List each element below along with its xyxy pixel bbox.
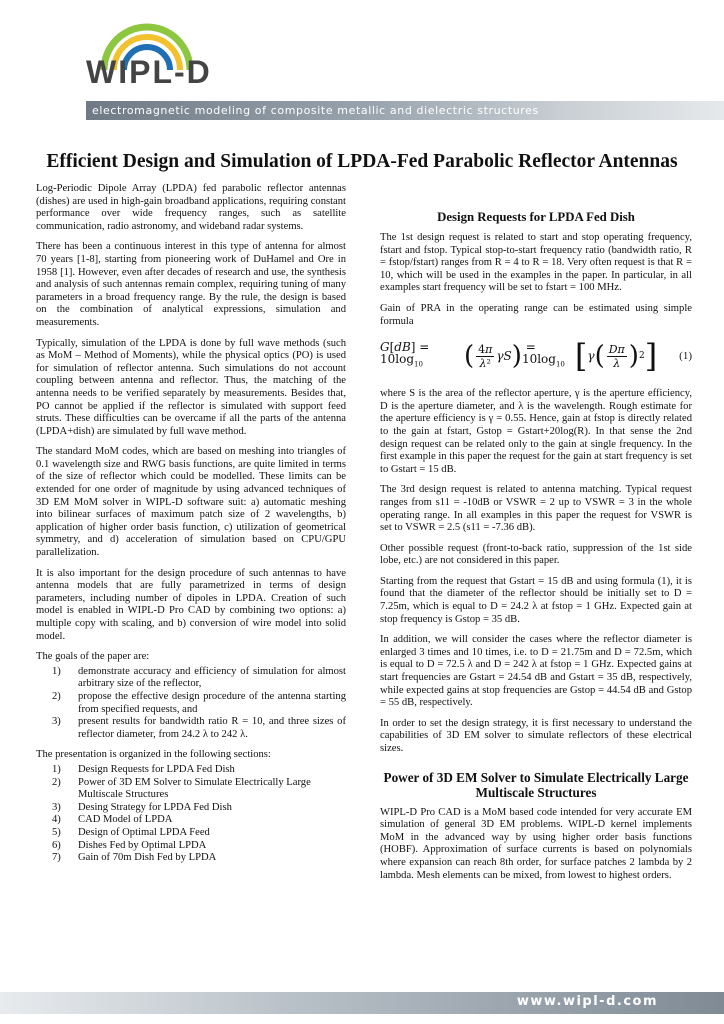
intro-paragraph-1: Log-Periodic Dipole Array (LPDA) fed parabolic reflector antennas (dishes) are used in high-gain broadband applications, requiring constant performance over wide frequency ranges, such as satellite communication, radio astronomy, and wideband radar systems. [36,183,346,232]
goals-list [52,666,346,742]
list-item: 1) Design Requests for LPDA Fed Dish [52,763,235,775]
list-item: 4) CAD Model of LPDA [52,814,173,826]
list-item: 3) present results for bandwidth ratio R = 10, and three sizes of reflector diameter, from 24.2 λ to 242 λ. [52,716,346,740]
design-paragraph-8: In order to set the design strategy, it is first necessary to understand the capabilities of 3D EM solver to simulate reflectors of these electrical sizes. [380,717,692,754]
sections-intro: The presentation is organized in the following sections: [36,749,271,761]
intro-paragraph-3: Typically, simulation of the LPDA is done by full wave methods (such as MoM – Method of Moments), while the physical optics (PO) is used for simulation of reflector antenna. Such simulations do not account coupling between antenna and reflector. Thus, the matching of the antenna needs to be verified separately by measurements. Besides that, PO cannot be applied if the reflector is simulated with support feed struts. These difficulties can be overcame if all the parts of the antenna (LPDA+dish) are simulated by full wave method. [36,337,346,437]
design-paragraph-5: Other possible request (front-to-back ratio, suppression of the 1st side lobe, etc.) are not considered in this paper. [380,542,692,567]
list-item: 2) propose the effective design procedure of the antenna starting from specified requests, and [52,690,346,715]
solver-paragraph-1: WIPL-D Pro CAD is a MoM based code intended for very accurate EM simulation of general 3D EM problems. WIPL-D kernel implements MoM in the advanced way by using higher order basis functions (HOBF). Approximation of surface currents is based on polynomials where expansion can reach 8th order, for surface patches 2 lambda by 2 lambda. Mesh elements can be mixed, from lowest to highest orders. [380,806,692,881]
intro-paragraph-5: It is also important for the design procedure of such antennas to have antenna models that are fully parametrized in terms of design parameters, including number of dipoles in LPDA. Creation of such model is enabled in WIPL-D Pro CAD by combining two options: a) multiple copy with scaling, and b) conversion of wire model into solid model. [36,567,346,642]
header-banner: electromagnetic modeling of composite metallic and dielectric structures [86,101,724,120]
list-item: 7) Gain of 70m Dish Fed by LPDA [52,852,217,864]
intro-paragraph-4: The standard MoM codes, which are based on meshing into triangles of 0.1 wavelength size and RWG basis functions, are quite limited in terms of the size of reflector which could be modelled. These limits can be extended for one order of magnitude by using advanced techniques of 3D EM MoM solver in WIPL-D software suit: a) automatic meshing into bilinear surfaces of maximum patch size of 2 wavelengths, b) application of higher order basis function, c) utilization of geometrical symmetry, and d) acceleration of simulation based on CPU/GPU parallelization. [36,446,346,559]
design-paragraph-4: The 3rd design request is related to antenna matching. Typical request ranges from s11 = -10dB or VSWR = 2 up to VSWR = 3 in the whole operating range. In all examples in this paper the request for VSWR is set to VSWR = 2.5 (s11 = -7.36 dB). [380,484,692,534]
goals-intro: The goals of the paper are: [36,651,150,663]
design-paragraph-1: The 1st design request is related to start and stop operating frequency, fstart and fstop. Typical stop-to-start frequency ratio (bandwidth ratio, R = fstop/fstart) ranges from R = 4 to R = 18. Very often request is that R = 10, which will be used in the examples in the paper. In particular, in all examples start frequency will be set to fstart = 100 MHz. [380,232,692,294]
paper-title: Efficient Design and Simulation of LPDA-Fed Parabolic Reflector Antennas [46,151,678,172]
footer-url: www.wipl-d.com [516,994,658,1009]
wipl-d-logo-text: WIPL-D [86,54,212,90]
equation-number: (1) [679,349,692,362]
list-item: 6) Dishes Fed by Optimal LPDA [52,839,207,851]
list-item: 3) Desing Strategy for LPDA Fed Dish [52,801,232,813]
design-paragraph-6: Starting from the request that Gstart = 15 dB and using formula (1), it is found that the diameter of the reflector should be initially set to D = 7.25m, which is equal to D = 24.2 λ at fstop = 1 GHz. Expected gain at stop frequency is Gstop = 35 dB. [380,575,692,625]
section-heading-3d-em-solver: Power of 3D EM Solver to Simulate Electrically Large Multiscale Structures [383,769,689,800]
design-paragraph-2: Gain of PRA in the operating range can be estimated using simple formula [380,302,692,327]
design-paragraph-7: In addition, we will consider the cases where the reflector diameter is enlarged 3 times and 10 times, i.e. to D = 21.75m and D = 72.5m, which is equal to D = 72.5 λ and D = 242 λ at fstop = 1 GHz. Expected gains at start frequencies are Gstart = 24.54 dB and Gstart = 35 dB, respectively, while expected gains at stop frequencies are Gstop = 44.54 dB and Gstop = 55 dB, respectively. [380,634,692,709]
gain-equation: $G[dB] = 10\log_{10}$ ( $\frac{4\pi}{\text{λ²}}$ γS ) = $10\log_{10}$ [ γ ( $\frac{D\pi}{\lambda}$ ) 2 ] (1) [380,337,692,376]
left-column [36,183,346,873]
list-item: 2) Power of 3D EM Solver to Simulate Electrically Large Multiscale Structures [52,776,311,801]
list-item: 5) Design of Optimal LPDA Feed [52,826,210,838]
footer-bar [0,992,724,1014]
right-column [380,210,692,890]
design-paragraph-3: where S is the area of the reflector aperture, γ is the aperture efficiency, D is the aperture diameter, and λ is the wavelength. Rough estimate for the aperture efficiency is γ = 0.55. Hence, gain at fstop is directly related to the gain at fstart, Gstop = Gstart+20log(R). In that sense the 2nd design request can be related only to the gain at single frequency. In the first example in this paper the request for the gain at start frequency is set to Gstart = 15 dB. [380,388,692,475]
section-heading-design-requests: Design Requests for LPDA Fed Dish [437,210,635,224]
sections-list [52,764,346,865]
list-item: 1) demonstrate accuracy and efficiency of simulation for almost arbitrary size of the reflector, [52,665,346,690]
intro-paragraph-2: There has been a continuous interest in this type of antenna for almost 70 years [1-8], starting from pioneering work of DuHamel and Ore in 1958 [1]. However, even after decades of research and use, the synthesis and analysis of such antennas remain complex, requiring tuning of many parameters in a broad frequency range. By the rule, the design is based on the combination of analytical expressions, simulation and measurements. [36,241,346,328]
